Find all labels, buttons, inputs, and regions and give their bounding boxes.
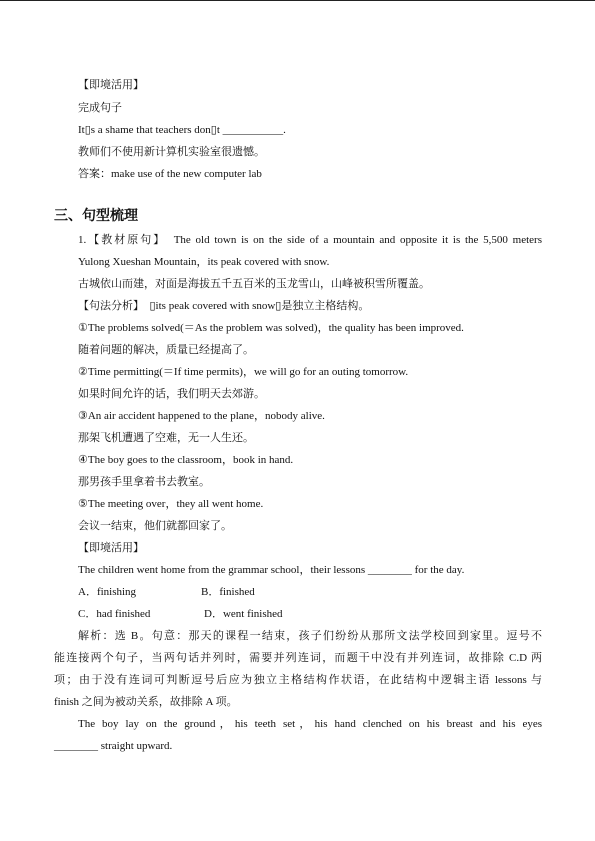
example-en: ④The boy goes to the classroom，book in hand. (78, 454, 294, 466)
example-en: ⑤The meeting over，they all went home. (78, 498, 264, 510)
example-en: ②Time permitting(＝If time permits)，we will go for an outing tomorrow. (78, 366, 409, 378)
practice-title-2: 【即境活用】 (78, 542, 144, 554)
example-zh: 那男孩手里拿着书去教室。 (78, 476, 210, 488)
final-question-line1: The boy lay on the ground，his teeth set，his hand clenched on his breast and his eyes (78, 718, 542, 730)
option-d: D．went finished (204, 608, 283, 620)
textbook-sentence-line1: 1.【教材原句】 The old town is on the side of a mountain and opposite it is the 5,500 meters (78, 234, 542, 246)
explanation-line: 解析：选 B。句意：那天的课程一结束，孩子们纷纷从那所文法学校回到家里。逗号不 (78, 630, 542, 642)
option-a: A．finishing (78, 586, 137, 598)
syntax-analysis: 【句法分析】 ▯its peak covered with snow▯是独立主格结构。 (78, 300, 370, 312)
option-c: C．had finished (78, 608, 151, 620)
section-heading: 三、句型梳理 (54, 209, 138, 224)
explanation-line: finish 之间为被动关系，故排除 A 项。 (54, 696, 238, 708)
example-en: ①The problems solved(＝As the problem was solved)，the quality has been improved. (78, 322, 464, 334)
example-zh: 会议一结束，他们就都回家了。 (78, 520, 232, 532)
example-zh: 如果时间允许的话，我们明天去郊游。 (78, 388, 265, 400)
practice-title: 【即境活用】 (78, 79, 144, 91)
explanation-line: 能连接两个句子，当两句话并列时，需要并列连词，而题干中没有并列连词，故排除 C.D 两 (54, 652, 542, 664)
example-zh: 随着问题的解决，质量已经提高了。 (78, 344, 254, 356)
sentence-translation: 教师们不使用新计算机实验室很遗憾。 (78, 146, 265, 158)
example-zh: 那架飞机遭遇了空难，无一人生还。 (78, 432, 254, 444)
textbook-sentence-line2: Yulong Xueshan Mountain，its peak covered with snow. (78, 256, 330, 268)
answer-line: 答案：make use of the new computer lab (78, 168, 262, 180)
option-b: B．finished (201, 586, 255, 598)
example-en: ③An air accident happened to the plane，nobody alive. (78, 410, 325, 422)
task-instruction: 完成句子 (78, 102, 122, 114)
textbook-sentence-translation: 古城依山而建，对面是海拔五千五百米的玉龙雪山，山峰被积雪所覆盖。 (78, 278, 430, 290)
explanation-line: 项；由于没有连词可判断逗号后应为独立主格结构作状语，在此结构中逻辑主语 lessons 与 (54, 674, 542, 686)
fill-in-sentence: It▯s a shame that teachers don▯t ___________. (78, 124, 286, 136)
final-question-line2: ________ straight upward. (54, 740, 173, 752)
question-stem: The children went home from the grammar school，their lessons ________ for the day. (78, 564, 465, 576)
